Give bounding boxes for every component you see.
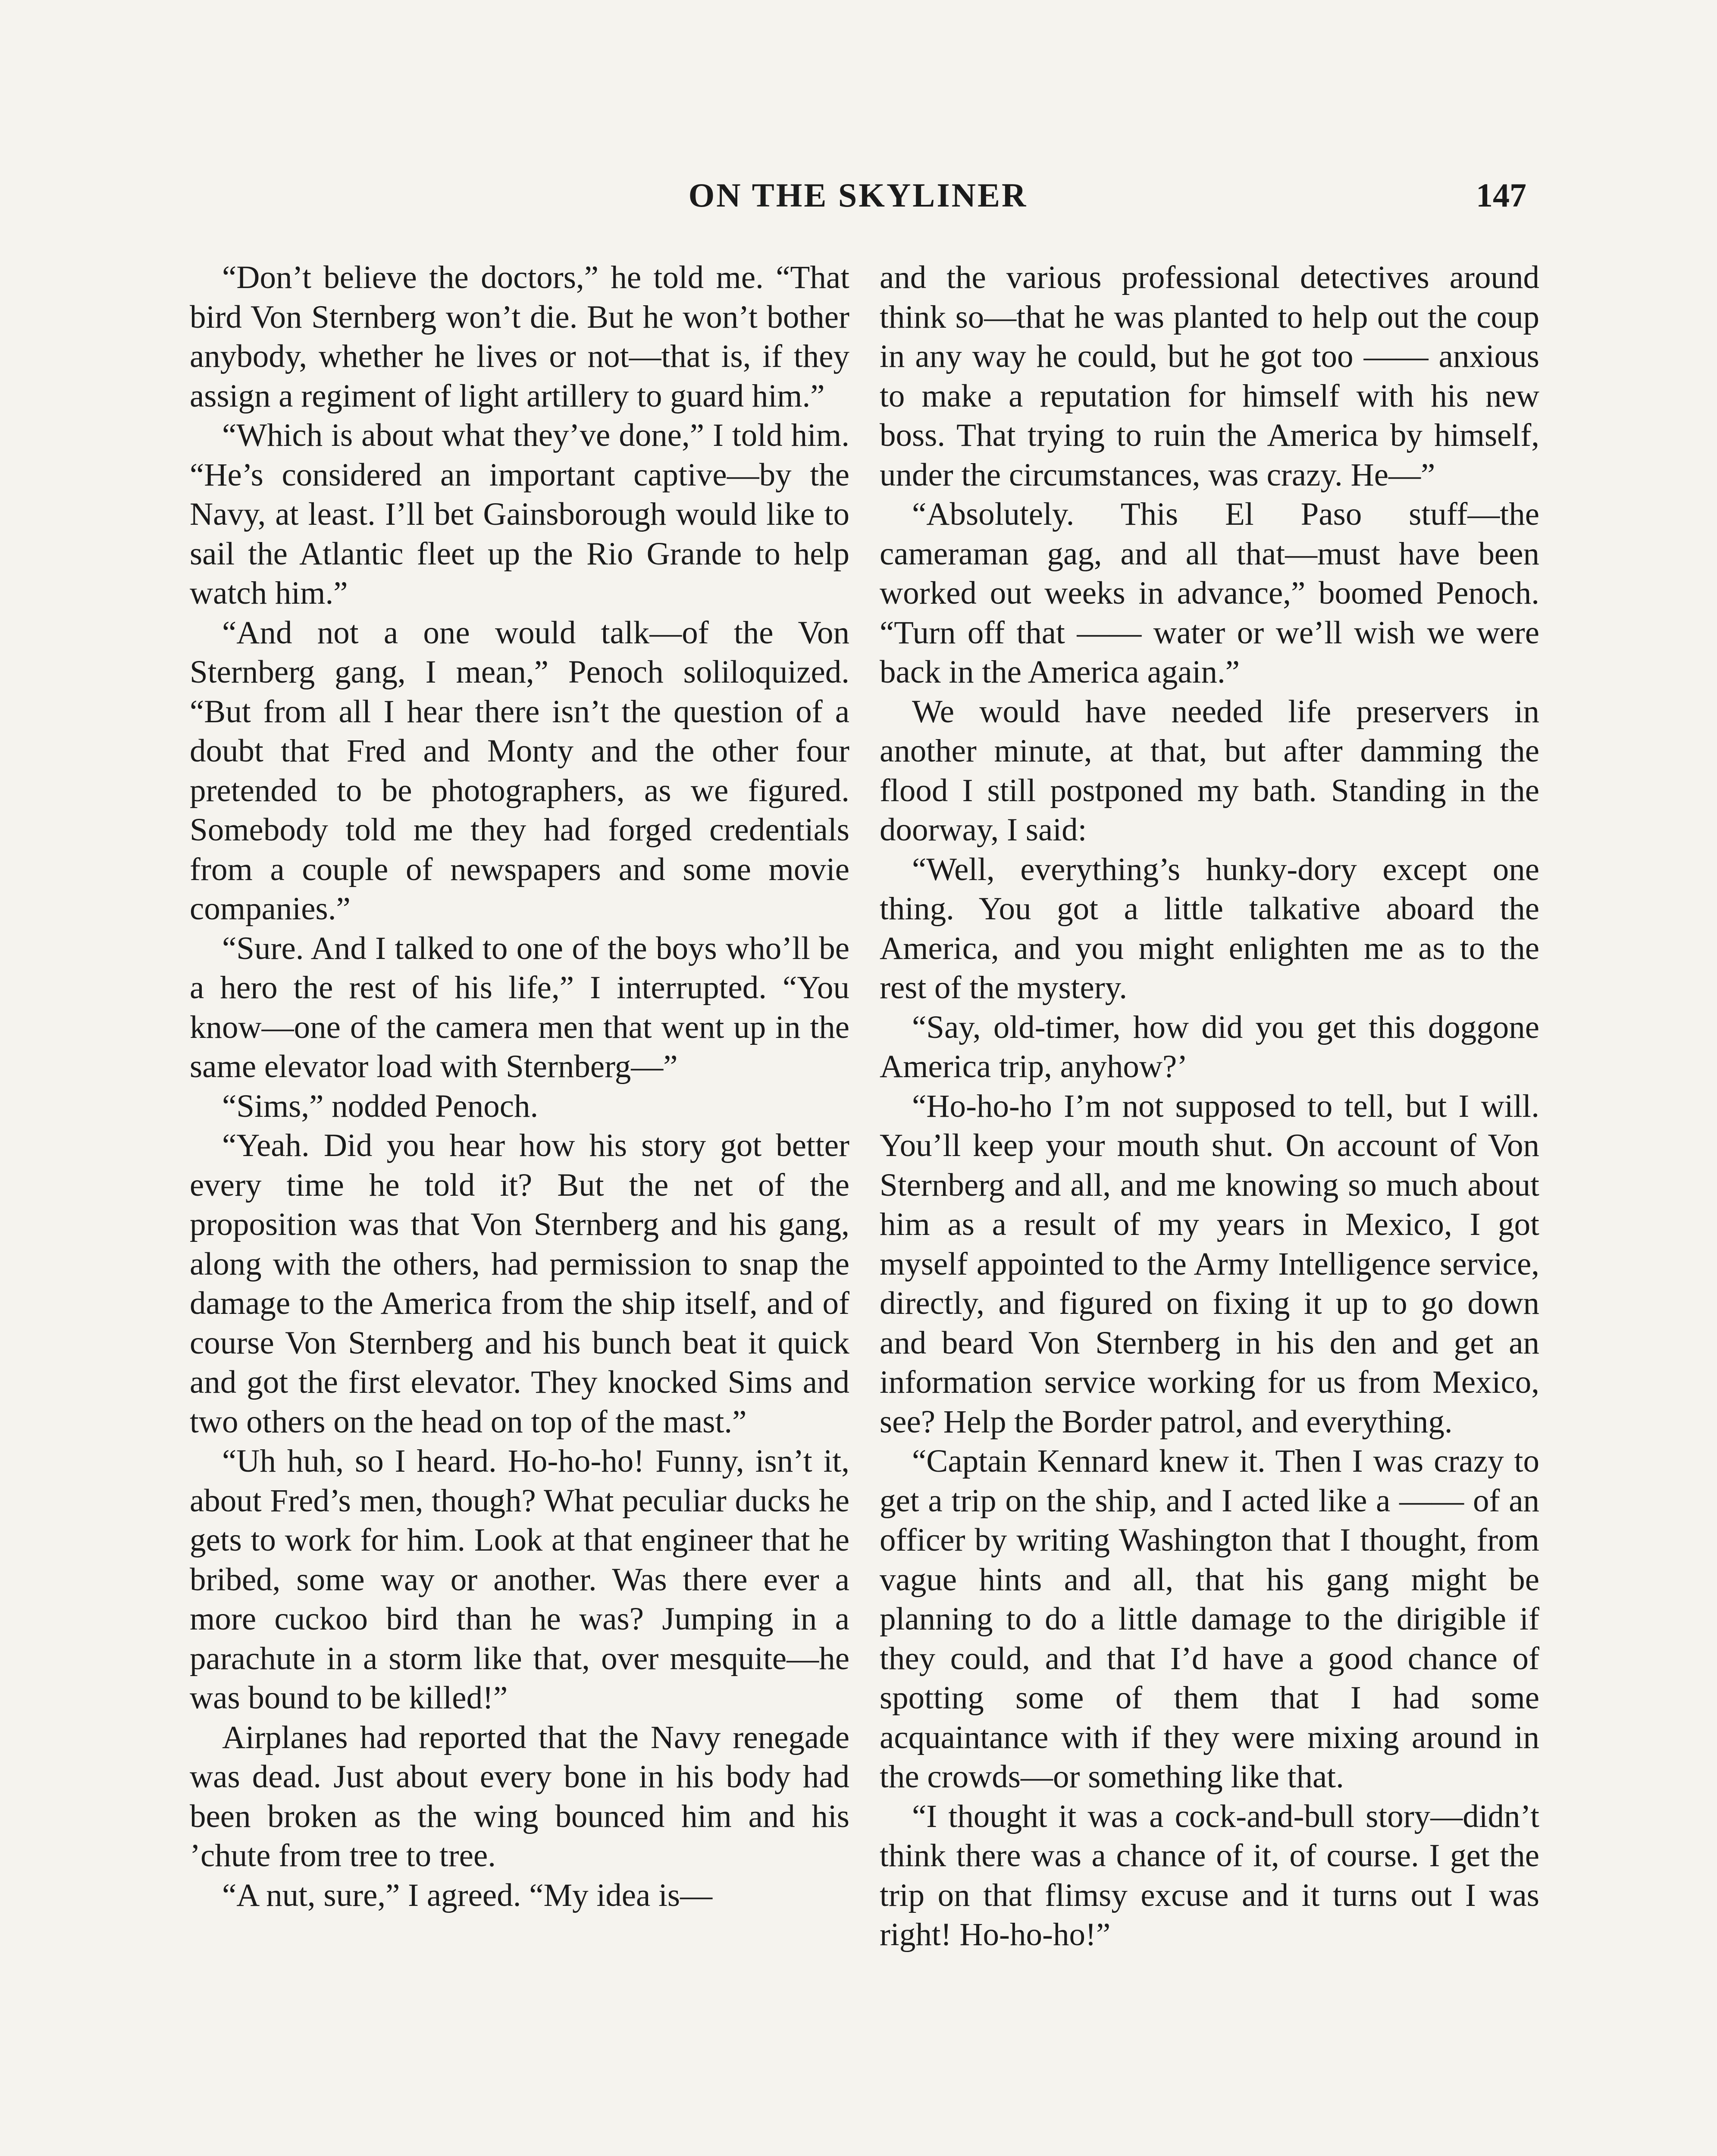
paragraph: “Which is about what they’ve done,” I told him. “He’s considered an important captive—by the Navy, at least. I’ll bet Gainsborough would like to sail the Atlantic fleet up the Rio Grande to help watch him.” xyxy=(190,417,849,611)
paragraph: “Ho-ho-ho I’m not supposed to tell, but I will. You’ll keep your mouth shut. On account of Von Sternberg and all, and me knowing so much about him as a result of my years in Mexico, I got myself appointed to the Army Intelligence service, directly, and figured on fixing it up to go down and beard Von Sternberg in his den and get an information service working for us from Mexico, see? Help the Border patrol, and everything. xyxy=(880,1088,1539,1440)
left-column xyxy=(190,258,849,1915)
paragraph: “Absolutely. This El Paso stuff—the cameraman gag, and all that—must have been worked out weeks in advance,” boomed Penoch. “Turn off that —— water or we’ll wish we were back in the America again.” xyxy=(880,496,1539,690)
paragraph: Airplanes had reported that the Navy renegade was dead. Just about every bone in his body had been broken as the wing bounced him and his ’chute from tree to tree. xyxy=(190,1719,849,1874)
paragraph: We would have needed life preservers in another minute, at that, but after damming the flood I still postponed my bath. Standing in the doorway, I said: xyxy=(880,693,1539,848)
paragraph: “Yeah. Did you hear how his story got better every time he told it? But the net of the proposition was that Von Sternberg and his gang, along with the others, had permission to snap the damage to the America from the ship itself, and of course Von Sternberg and his bunch beat it quick and got the first elevator. They knocked Sims and two others on the head on top of the mast.” xyxy=(190,1128,849,1440)
paragraph: “Sure. And I talked to one of the boys who’ll be a hero the rest of his life,” I interrupted. “You know—one of the camera men that went up in the same elevator load with Sternberg—” xyxy=(190,930,849,1084)
page-header xyxy=(190,176,1526,223)
paragraph: “Sims,” nodded Penoch. xyxy=(222,1088,539,1124)
paragraph: “Well, everything’s hunky-dory except one thing. You got a little talkative aboard the America, and you might enlighten me as to the rest of the mystery. xyxy=(880,851,1539,1006)
page-number: 147 xyxy=(1476,176,1526,214)
continued-paragraph: and the various professional detectives around think so—that he was planted to help out the coup in any way he could, but he got too —— anxious to make a reputation for himself with his new boss. That trying to ruin the America by himself, under the circumstances, was crazy. He—” xyxy=(880,260,1539,493)
right-column xyxy=(880,258,1539,1955)
paragraph: “A nut, sure,” I agreed. “My idea is— xyxy=(222,1877,713,1913)
running-title: ON THE SKYLINER xyxy=(688,176,1028,214)
paragraph: “I thought it was a cock-and-bull story—didn’t think there was a chance of it, of course. I get the trip on that flimsy excuse and it turns out I was right! Ho-ho-ho!” xyxy=(880,1798,1539,1952)
paragraph: “Captain Kennard knew it. Then I was crazy to get a trip on the ship, and I acted like a —— of an officer by writing Washington that I thought, from vague hints and all, that his gang might be planning to do a little damage to the dirigible if they could, and that I’d have a good chance of spotting some of them that I had some acquaintance with if they were mixing around in the crowds—or something like that. xyxy=(880,1443,1539,1795)
paragraph: “And not a one would talk—of the Von Sternberg gang, I mean,” Penoch soliloquized. “But from all I hear there isn’t the question of a doubt that Fred and Monty and the other four pretended to be photographers, as we figured. Somebody told me they had forged credentials from a couple of newspapers and some movie companies.” xyxy=(190,614,849,927)
paragraph: “Say, old-timer, how did you get this doggone America trip, anyhow?’ xyxy=(880,1009,1539,1084)
paragraph: “Don’t believe the doctors,” he told me. “That bird Von Sternberg won’t die. But he won’t bother anybody, whether he lives or not—that is, if they assign a regiment of light artillery to guard him.” xyxy=(190,260,849,414)
paragraph: “Uh huh, so I heard. Ho-ho-ho! Funny, isn’t it, about Fred’s men, though? What peculiar ducks he gets to work for him. Look at that engineer that he bribed, some way or another. Was there ever a more cuckoo bird than he was? Jumping in a parachute in a storm like that, over mesquite—he was bound to be killed!” xyxy=(190,1443,849,1716)
